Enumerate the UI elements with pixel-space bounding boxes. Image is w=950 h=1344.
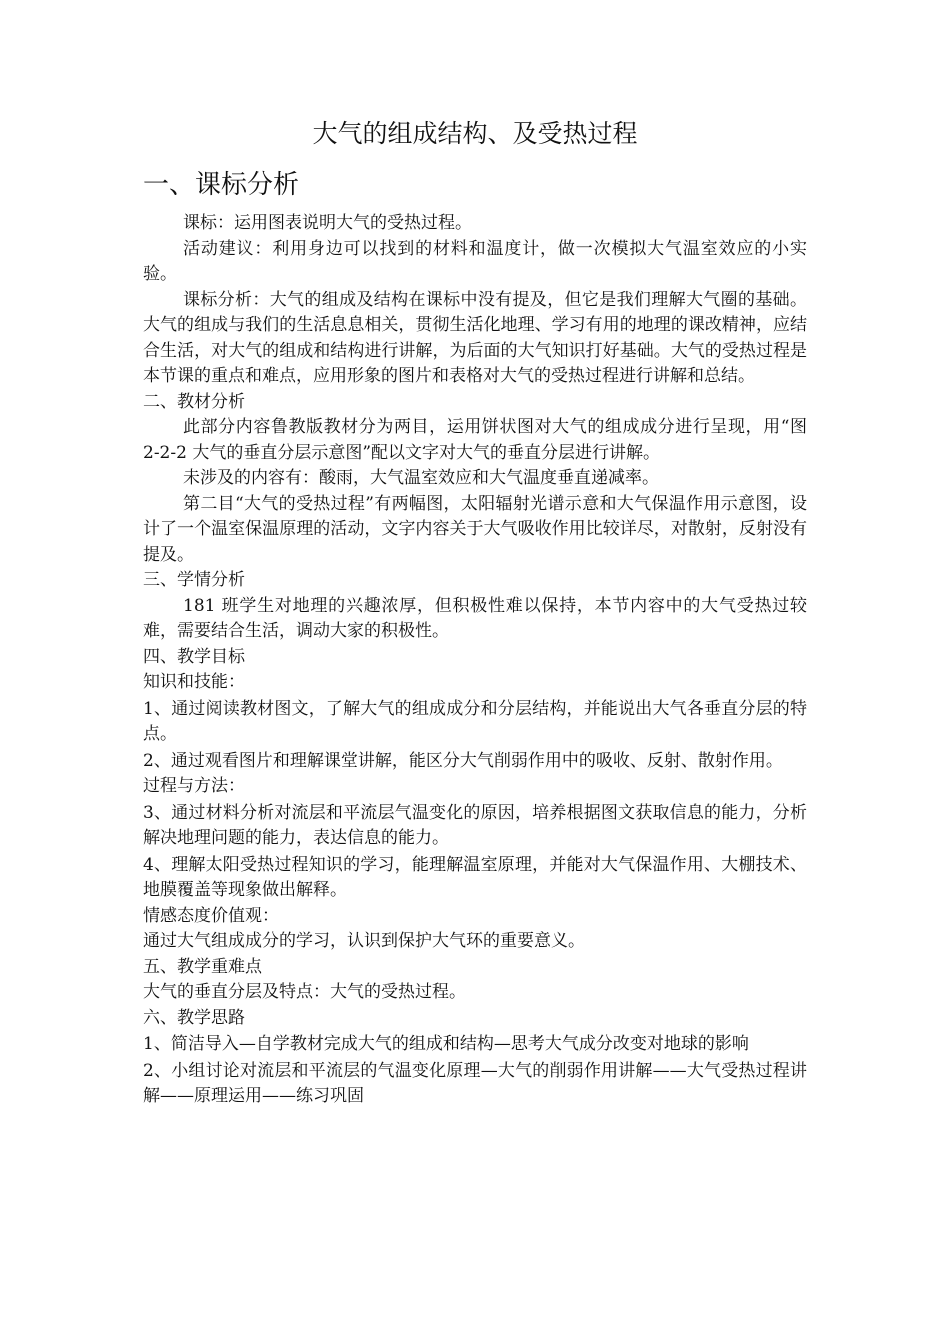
section-heading-key-difficulties: 五、教学重难点 [143, 956, 262, 977]
paragraph-textbook-content: 此部分内容鲁教版教材分为两目，运用饼状图对大气的组成成分进行呈现，用“图 2-2-2 大气的垂直分层示意图”配以文字对大气的垂直分层进行讲解。 [143, 417, 807, 463]
paragraph-not-covered: 未涉及的内容有：酸雨，大气温室效应和大气温度垂直递减率。 [183, 468, 659, 488]
section-heading-learner-analysis: 三、学情分析 [143, 570, 245, 590]
document-title: 大气的组成结构、及受热过程 [312, 119, 638, 148]
goal-item-4: 4、理解太阳受热过程知识的学习，能理解温室原理，并能对大气保温作用、大棚技术、地膜覆盖等现象做出解释。 [143, 854, 807, 900]
subheading-emotion-values: 情感态度价值观： [143, 905, 279, 926]
goal-item-3: 3、通过材料分析对流层和平流层气温变化的原因，培养根据图文获取信息的能力，分析解决地理问题的能力，表达信息的能力。 [143, 802, 807, 848]
approach-item-2: 2、小组讨论对流层和平流层的气温变化原理—大气的削弱作用讲解——大气受热过程讲解——原理运用——练习巩固 [143, 1060, 807, 1106]
section-heading-teaching-approach: 六、教学思路 [143, 1007, 245, 1028]
section-heading-teaching-goals: 四、教学目标 [143, 646, 245, 667]
subheading-knowledge-skills: 知识和技能： [143, 672, 245, 692]
paragraph-curriculum-standard: 课标：运用图表说明大气的受热过程。 [183, 213, 472, 233]
paragraph-curriculum-analysis: 课标分析：大气的组成及结构在课标中没有提及，但它是我们理解大气圈的基础。大气的组成与我们的生活息息相关，贯彻生活化地理、学习有用的地理的课改精神，应结合生活，对大气的组成和结构进行讲解，为后面的大气知识打好基础。大气的受热过程是本节课的重点和难点，应用形象的图片和表格对大气的受热过程进行讲解和总结。 [143, 289, 807, 386]
approach-item-1: 1、简洁导入—自学教材完成大气的组成和结构—思考大气成分改变对地球的影响 [143, 1034, 749, 1054]
paragraph-second-unit: 第二目“大气的受热过程”有两幅图，太阳辐射光谱示意和大气保温作用示意图，设计了一个温室保温原理的活动，文字内容关于大气吸收作用比较详尽，对散射，反射没有提及。 [143, 493, 807, 565]
goal-item-1: 1、通过阅读教材图文，了解大气的组成成分和分层结构，并能说出大气各垂直分层的特点。 [143, 698, 807, 744]
document-body [143, 211, 807, 1110]
section-heading-curriculum-analysis: 一、课标分析 [143, 170, 300, 200]
paragraph-key-difficulties: 大气的垂直分层及特点：大气的受热过程。 [143, 982, 466, 1002]
paragraph-emotion-values: 通过大气组成成分的学习，认识到保护大气环的重要意义。 [143, 931, 585, 951]
goal-item-2: 2、通过观看图片和理解课堂讲解，能区分大气削弱作用中的吸收、反射、散射作用。 [143, 750, 783, 771]
section-heading-textbook-analysis: 二、教材分析 [143, 391, 245, 412]
paragraph-activity-suggestion: 活动建议：利用身边可以找到的材料和温度计，做一次模拟大气温室效应的小实验。 [143, 238, 807, 284]
paragraph-learner-analysis: 181 班学生对地理的兴趣浓厚，但积极性难以保持，本节内容中的大气受热过较难，需要结合生活，调动大家的积极性。 [143, 595, 807, 641]
subheading-process-method: 过程与方法： [143, 776, 245, 796]
